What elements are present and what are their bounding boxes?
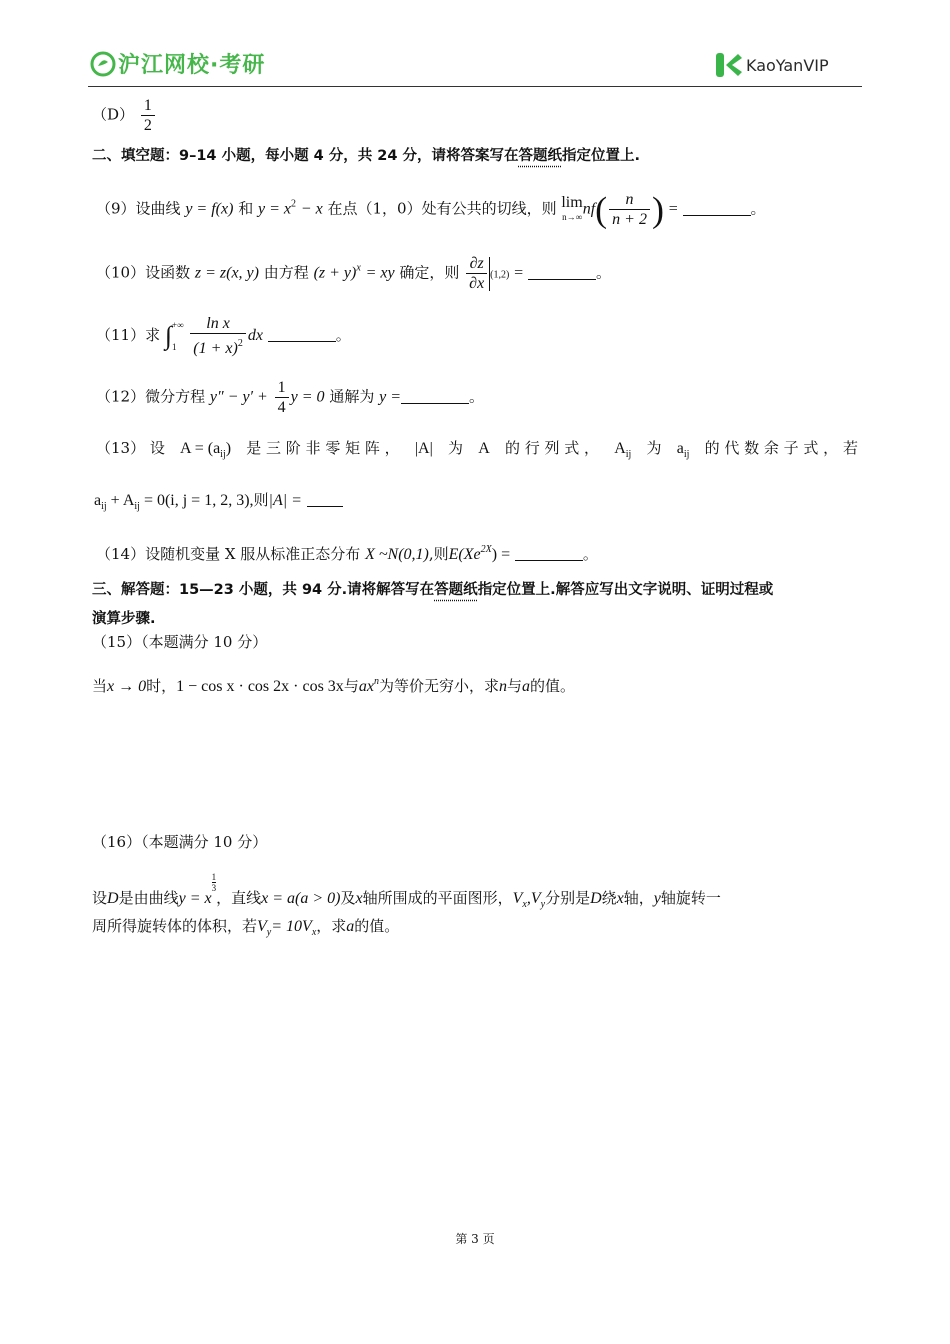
q9-and: 和: [238, 199, 254, 218]
q13-paren: ): [225, 440, 232, 457]
q16-V2: ,V: [526, 890, 541, 907]
q9-rparen: ): [651, 189, 664, 230]
section3-dotted: 答题纸: [434, 582, 478, 598]
q13-A: A = (a: [180, 440, 221, 457]
q16-exp-num: 1: [211, 872, 217, 882]
q11-limits: [172, 314, 184, 358]
q13-Aij-sub: ij: [625, 449, 632, 460]
q16-exp-den: 3: [211, 883, 217, 893]
q13-aij: a: [676, 440, 684, 457]
q14-exp: 2X: [480, 544, 492, 555]
q15-t1: 时，: [146, 677, 177, 695]
q16-Vy: V: [257, 918, 267, 935]
q10-z: z = z(x, y): [194, 264, 259, 282]
q12-a: y″ − y′ +: [209, 388, 268, 406]
q13-cofactor-text: 的 代 数 余 子 式 ， 若: [704, 439, 858, 457]
q13-det: |A|: [414, 440, 433, 457]
option-d: [92, 96, 157, 135]
q16-Vx-sub: x: [311, 927, 317, 938]
q16-d: 及: [340, 889, 356, 907]
q15-n2: n: [498, 678, 507, 695]
q11-answer-blank: [268, 327, 336, 342]
brand-logo: [90, 48, 265, 79]
q10-at: (1,2): [490, 269, 510, 281]
page-number: [0, 1230, 950, 1247]
q12-fraction: [275, 378, 289, 417]
q16-e: 轴所围成的平面图形，: [362, 889, 513, 907]
q16-y: y: [653, 890, 661, 907]
q15-expr: 1 − cos x · cos 2x · cos 3x: [176, 678, 344, 695]
q11-fraction: [190, 314, 246, 358]
q10-lead: （10）设函数: [96, 263, 191, 282]
q12-den: 4: [277, 399, 286, 416]
q11-den: (1 + x): [193, 340, 238, 357]
q9-lim: [561, 193, 583, 224]
option-d-den: 2: [143, 117, 152, 134]
option-d-fraction: [141, 96, 155, 135]
q16-a-var: a: [346, 918, 355, 935]
q9-den: n + 2: [612, 211, 647, 228]
q13-l2-det: |A| =: [268, 492, 302, 509]
q11-lower: 1: [172, 342, 177, 352]
q13-l2-a-sub: ij: [101, 501, 107, 512]
q9-lim-text: lim: [561, 193, 583, 211]
q16-Vy-sub: y: [266, 927, 272, 938]
q15-t2: 与: [343, 677, 359, 695]
q16-l2-a: 周所得旋转体的体积，若: [92, 917, 258, 935]
q9-end: 。: [750, 199, 766, 218]
q9-lparen: (: [595, 189, 608, 230]
q16-l2-c: 的值。: [354, 917, 400, 935]
question-15: [92, 672, 575, 697]
q16-heading: [92, 832, 267, 852]
q9-f2-tail: − x: [300, 200, 323, 218]
q14-dist: X ~N(0,1): [365, 546, 429, 563]
q13-answer-blank: [307, 492, 343, 507]
question-13-line1: [96, 438, 858, 465]
q10-eqn-exp: x: [356, 262, 361, 274]
q16-l2-b: ，求: [316, 917, 347, 935]
q13-l2-plus: + A: [110, 492, 135, 509]
q12-lead: （12）微分方程: [96, 387, 206, 406]
q10-den: ∂x: [469, 275, 485, 292]
q13-a-sub: ij: [220, 449, 226, 460]
q9-eq: =: [668, 200, 678, 218]
q13-matrix-text: 是 三 阶 非 零 矩 阵 ，: [246, 439, 400, 457]
q15-t5: 的值。: [529, 677, 575, 695]
q16-h: 轴，: [623, 889, 654, 907]
section2-dotted: 答题纸: [518, 148, 563, 164]
q15-n: n: [373, 676, 379, 687]
q9-answer-blank: [683, 201, 751, 216]
q10-eq: =: [514, 264, 524, 282]
question-13-line2: [94, 490, 343, 517]
q15-lead: 当: [92, 677, 108, 695]
q9-lim-sub: n→∞: [562, 211, 582, 222]
q16-vx: x: [522, 899, 527, 910]
q9-f2-exp: 2: [291, 198, 297, 210]
q13-lead: （13） 设: [96, 439, 165, 457]
q10-mid2: 确定，则: [399, 263, 460, 282]
q9-fraction: [609, 190, 650, 229]
q13-then: 则: [253, 491, 269, 509]
q9-mid: 在点（1，0）处有公共的切线，则: [327, 199, 557, 218]
q14-end: 。: [582, 545, 598, 563]
q16-g: 绕: [601, 889, 617, 907]
question-14: [96, 540, 598, 565]
header-rule: [88, 86, 862, 87]
q9-f1: y = f(x): [185, 200, 234, 218]
q9-nf: nf: [582, 200, 596, 218]
k-logo-icon: [714, 50, 744, 80]
q13-wei2: 为: [646, 439, 662, 457]
q14-comma: ,则: [428, 545, 449, 563]
q11-integral: ∫: [164, 321, 172, 350]
q13-wei: 为: [447, 439, 463, 457]
q13-A2: A: [478, 440, 490, 457]
q11-end: 。: [335, 326, 351, 344]
q15-head: （15）（本题满分 10 分）: [92, 633, 268, 651]
q10-eqn-tail: = xy: [365, 264, 395, 282]
q16-curve: y = x: [178, 890, 212, 907]
question-16-line2: [92, 916, 399, 943]
q13-det-text: 的 行 列 式 ，: [504, 439, 600, 457]
brand-name: 沪江网校·考研: [118, 53, 266, 78]
section3-c: 演算步骤.: [92, 611, 156, 627]
q13-l2-rest: = 0(i, j = 1, 2, 3),: [143, 492, 254, 509]
q12-c: y =: [379, 388, 402, 406]
q16-a: 设: [92, 889, 108, 907]
q14-close: ) =: [491, 546, 511, 563]
q13-l2-A-sub: ij: [134, 501, 140, 512]
q16-V: V: [512, 890, 523, 907]
question-12: [96, 378, 484, 417]
q15-heading: [92, 632, 267, 652]
q12-end: 。: [469, 387, 485, 406]
q13-aij-sub: ij: [683, 449, 690, 460]
q15-t4: 与: [506, 677, 522, 695]
section2-tail: 指定位置上.: [562, 148, 641, 164]
q16-D: D: [107, 890, 119, 907]
q16-D2: D: [590, 890, 602, 907]
q13-l2-a: a: [94, 492, 102, 509]
q9-lead: （9）设曲线: [96, 199, 181, 218]
q11-dx: dx: [247, 327, 263, 344]
question-9: [96, 190, 766, 229]
q14-lead: （14）设随机变量 X 服从标准正态分布: [96, 545, 361, 563]
q16-b: 是由曲线: [118, 889, 179, 907]
q14-answer-blank: [515, 546, 583, 561]
q16-x: x: [355, 890, 363, 907]
q10-num: ∂z: [469, 255, 484, 272]
q11-num: ln x: [206, 315, 230, 332]
q15-lim: x → 0: [107, 678, 147, 695]
page-number-text: 第 3 页: [455, 1232, 495, 1246]
q16-c: ，直线: [216, 889, 262, 907]
q16-f: 分别是: [545, 889, 591, 907]
q11-lead: （11）求: [96, 326, 161, 344]
q10-end: 。: [595, 263, 611, 282]
q16-head: （16）（本题满分 10 分）: [92, 833, 268, 851]
q12-mid: 通解为: [329, 387, 375, 406]
section3-a: 三、解答题：15—23 小题，共 94 分.请将解答写在: [92, 582, 435, 598]
q16-x2: x: [616, 890, 624, 907]
kaoyanvip-text: KaoYanVIP: [746, 56, 829, 75]
q16-line: x = a(a > 0): [261, 890, 341, 907]
q10-mid: 由方程: [263, 263, 309, 282]
q10-answer-blank: [528, 265, 596, 280]
q16-i: 轴旋转一: [660, 889, 721, 907]
option-d-num: 1: [141, 96, 155, 116]
q16-eq: = 10V: [271, 918, 312, 935]
kaoyanvip-logo: [714, 50, 829, 80]
q16-vy: y: [540, 899, 546, 910]
leaf-icon: [90, 51, 116, 77]
section3-b: 指定位置上.解答应写出文字说明、证明过程或: [477, 582, 774, 598]
q10-eqn: (z + y): [313, 264, 357, 282]
q13-Aij: A: [614, 440, 626, 457]
q12-num: 1: [275, 378, 289, 398]
question-10: [96, 254, 611, 293]
question-11: [96, 314, 351, 358]
option-d-label: （D）: [92, 105, 135, 124]
section3-title: [92, 578, 773, 599]
section3-title-line2: [92, 607, 156, 628]
q15-a: a: [521, 678, 530, 695]
q15-t3: 为等价无穷小，求: [378, 677, 499, 695]
section2-title: [92, 144, 640, 165]
q11-upper: +∞: [172, 320, 184, 330]
q11-den-exp: 2: [237, 338, 243, 349]
q10-partial: [466, 254, 487, 293]
question-16-line1: [92, 872, 721, 915]
q12-b: y = 0: [290, 388, 325, 406]
q15-ax: ax: [358, 678, 374, 695]
q14-E: E(Xe: [448, 546, 481, 563]
q9-f2: y = x: [258, 200, 292, 218]
q9-num: n: [625, 191, 634, 208]
q12-answer-blank: [401, 389, 469, 404]
section2-title-text: 二、填空题：9–14 小题，每小题 4 分，共 24 分，请将答案写在: [92, 148, 519, 164]
